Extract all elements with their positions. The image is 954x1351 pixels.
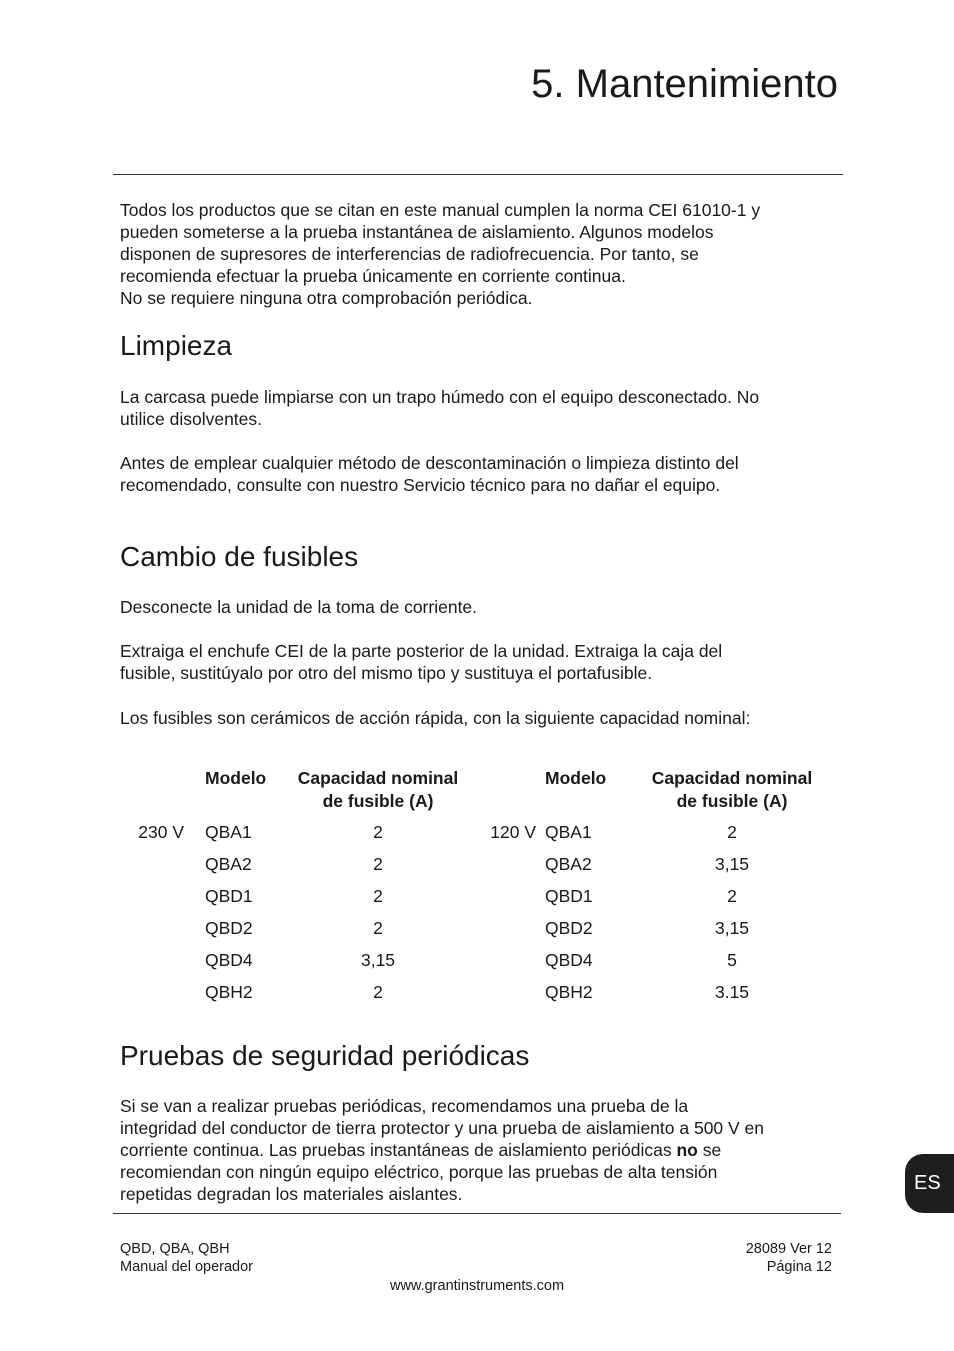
table-cell-rating: 3.15 [714, 982, 750, 1002]
footer-models: QBD, QBA, QBH [120, 1241, 230, 1257]
intro-line: pueden someterse a la prueba instantánea de aislamiento. Algunos modelos [120, 222, 714, 242]
table-cell-model: QBA1 [545, 822, 592, 842]
footer-page-number: Página 12 [766, 1259, 832, 1275]
safety-paragraph [120, 1095, 850, 1205]
table-cell-rating: 2 [373, 822, 383, 842]
table-cell-model: QBA2 [545, 854, 592, 874]
footer-right [746, 1240, 832, 1276]
cleaning-paragraph-2 [120, 452, 840, 496]
intro-line: No se requiere ninguna otra comprobación periódica. [120, 288, 533, 308]
table-cell-model: QBA1 [205, 822, 252, 842]
footer-doc-version: 28089 Ver 12 [745, 1241, 832, 1257]
intro-paragraph [120, 199, 840, 309]
text-line: Extraiga el enchufe CEI de la parte posterior de la unidad. Extraiga la caja del [120, 641, 723, 661]
section-heading-safety: Pruebas de seguridad periódicas [120, 1040, 530, 1071]
table-header-model: Modelo [545, 768, 607, 788]
table-cell-rating: 2 [373, 854, 383, 874]
table-cell-rating: 3,15 [714, 854, 750, 874]
table-cell-model: QBD4 [205, 950, 253, 970]
table-header-model: Modelo [205, 768, 267, 788]
text-line: Si se van a realizar pruebas periódicas, recomendamos una prueba de la [120, 1096, 689, 1116]
voltage-label: 230 V [138, 822, 184, 842]
intro-line: recomienda efectuar la prueba únicamente en corriente continua. [120, 266, 626, 286]
text-line: Antes de emplear cualquier método de descontaminación o limpieza distinto del [120, 453, 739, 473]
table-cell-rating: 2 [373, 918, 383, 938]
footer-manual: Manual del operador [120, 1259, 254, 1275]
fuses-paragraph-1: Desconecte la unidad de la toma de corriente. [120, 597, 478, 617]
language-tab-label: ES [914, 1172, 941, 1194]
table-cell-rating: 2 [373, 982, 383, 1002]
table-cell-model: QBD1 [545, 886, 593, 906]
footer-left [120, 1240, 253, 1276]
table-cell-model: QBD4 [545, 950, 593, 970]
header-divider [113, 174, 843, 175]
voltage-label: 120 V [490, 822, 536, 842]
section-heading-cleaning: Limpieza [120, 330, 233, 361]
table-cell-rating: 2 [727, 822, 737, 842]
table-cell-rating: 3,15 [360, 950, 396, 970]
text-span: se [697, 1140, 722, 1160]
table-cell-model: QBH2 [205, 982, 253, 1002]
table-cell-rating: 3,15 [714, 918, 750, 938]
text-line: fusible, sustitúyalo por otro del mismo tipo y sustituya el portafusible. [120, 663, 653, 683]
emphasis-no: no [676, 1140, 698, 1160]
section-heading-fuses: Cambio de fusibles [120, 541, 359, 572]
table-cell-model: QBD2 [545, 918, 593, 938]
table-cell-model: QBD1 [205, 886, 253, 906]
table-cell-rating: 2 [727, 886, 737, 906]
text-line: La carcasa puede limpiarse con un trapo húmedo con el equipo desconectado. No [120, 387, 760, 407]
table-cell-rating: 5 [727, 950, 737, 970]
table-cell-rating: 2 [373, 886, 383, 906]
table-header-rating [280, 767, 476, 813]
cleaning-paragraph-1 [120, 386, 840, 430]
text-line: recomendado, consulte con nuestro Servicio técnico para no dañar el equipo. [120, 475, 721, 495]
text-line [120, 1139, 850, 1161]
header-line: de fusible (A) [322, 791, 434, 811]
page-title: 5. Mantenimiento [531, 62, 838, 106]
footer-website: www.grantinstruments.com [389, 1278, 565, 1294]
header-line: de fusible (A) [676, 791, 788, 811]
intro-line: disponen de supresores de interferencias de radiofrecuencia. Por tanto, se [120, 244, 699, 264]
table-cell-model: QBA2 [205, 854, 252, 874]
intro-line: Todos los productos que se citan en este manual cumplen la norma CEI 61010-1 y [120, 200, 761, 220]
table-header-rating [634, 767, 830, 813]
text-line: recomiendan con ningún equipo eléctrico, porque las pruebas de alta tensión [120, 1162, 718, 1182]
table-cell-model: QBH2 [545, 982, 593, 1002]
text-line: utilice disolventes. [120, 409, 263, 429]
header-line: Capacidad nominal [297, 768, 459, 788]
footer-divider [113, 1213, 841, 1214]
text-line: repetidas degradan los materiales aislantes. [120, 1184, 463, 1204]
text-span: corriente continua. Las pruebas instantáneas de aislamiento periódicas [120, 1140, 677, 1160]
language-tab [905, 1154, 954, 1213]
fuses-paragraph-3: Los fusibles son cerámicos de acción rápida, con la siguiente capacidad nominal: [120, 708, 751, 728]
header-line: Capacidad nominal [651, 768, 813, 788]
table-cell-model: QBD2 [205, 918, 253, 938]
fuses-paragraph-2 [120, 640, 840, 684]
text-line: integridad del conductor de tierra protector y una prueba de aislamiento a 500 V en [120, 1118, 765, 1138]
